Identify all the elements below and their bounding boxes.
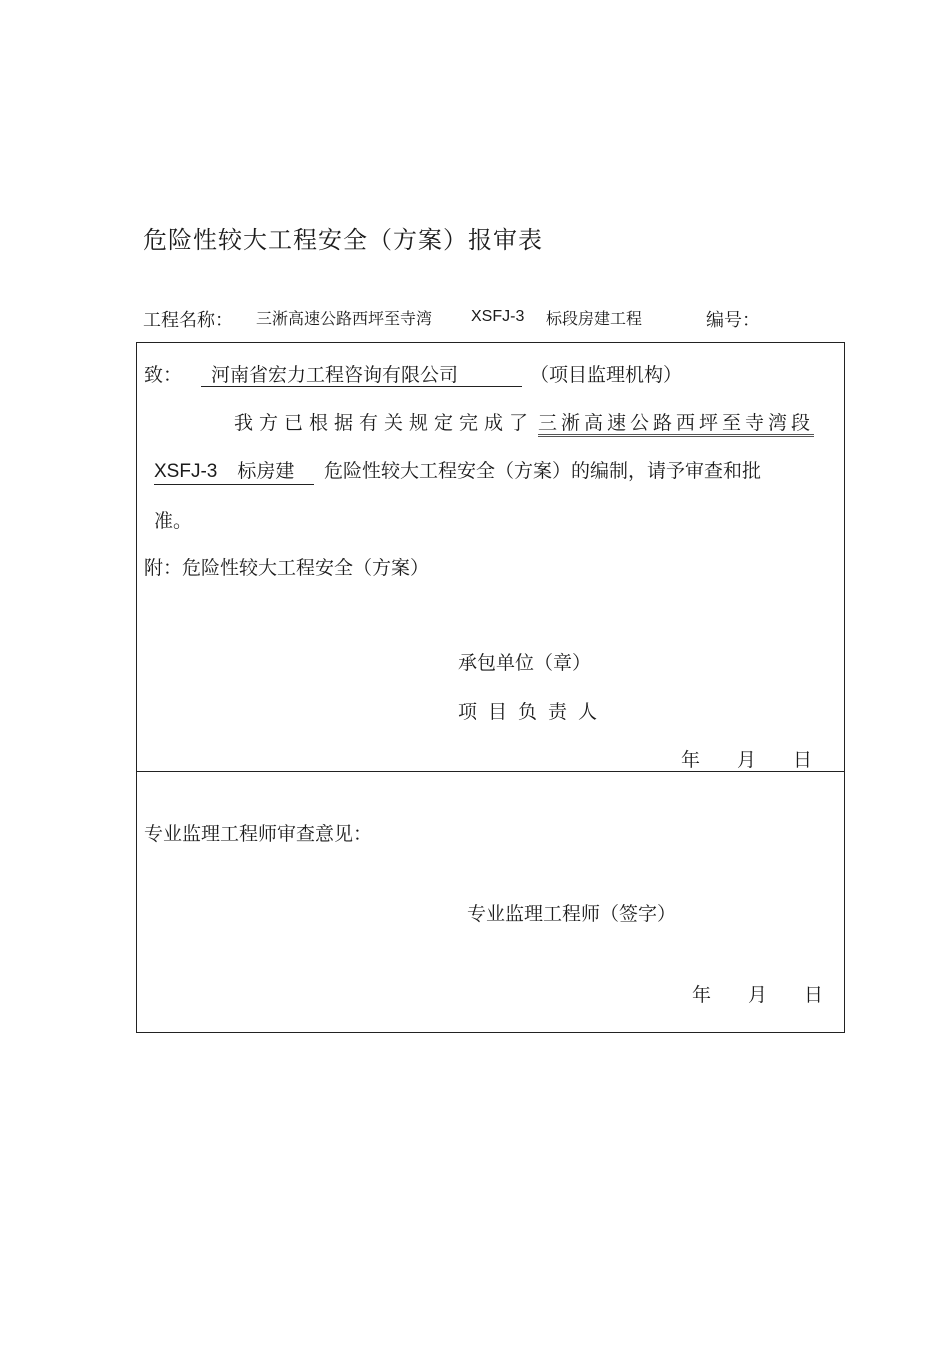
to-label: 致： <box>144 364 183 386</box>
recipient-type: （项目监理机构） <box>530 364 683 386</box>
recipient-organization: 河南省宏力工程咨询有限公司 <box>201 360 522 387</box>
body-project-name: 三淅高速公路西坪至寺湾段 <box>538 408 814 437</box>
project-section: 标段房建工程 <box>546 309 643 328</box>
body-description: 危险性较大工程安全（方案）的编制，请予审查和批 <box>324 460 762 482</box>
project-manager-label: 项目负责人 <box>458 701 609 723</box>
body-project-section: 标房建 <box>237 460 295 482</box>
engineer-signature-label: 专业监理工程师（签字） <box>467 903 677 925</box>
date-year: 年 <box>681 749 701 771</box>
date-year: 年 <box>692 984 712 1006</box>
attachment-line: 附：危险性较大工程安全（方案） <box>144 557 430 579</box>
project-code: XSFJ-3 <box>471 308 525 325</box>
body-project-code-section <box>154 456 314 485</box>
date-day: 日 <box>793 749 813 771</box>
date-month: 月 <box>748 984 768 1006</box>
project-name: 三淅高速公路西坪至寺湾 <box>256 309 433 328</box>
contractor-seal-label: 承包单位（章） <box>458 652 592 674</box>
review-date <box>692 980 823 1007</box>
form-number-label: 编号： <box>706 310 760 331</box>
date-month: 月 <box>737 749 757 771</box>
body-project-code: XSFJ-3 <box>154 461 218 482</box>
review-opinion-label: 专业监理工程师审查意见： <box>144 823 373 845</box>
body-end: 准。 <box>154 510 193 532</box>
date-day: 日 <box>804 984 824 1006</box>
page-title: 危险性较大工程安全（方案）报审表 <box>143 226 543 254</box>
project-name-label: 工程名称： <box>143 310 233 331</box>
body-prefix: 我方已根据有关规定完成了 <box>234 412 535 434</box>
submission-date <box>681 745 812 772</box>
